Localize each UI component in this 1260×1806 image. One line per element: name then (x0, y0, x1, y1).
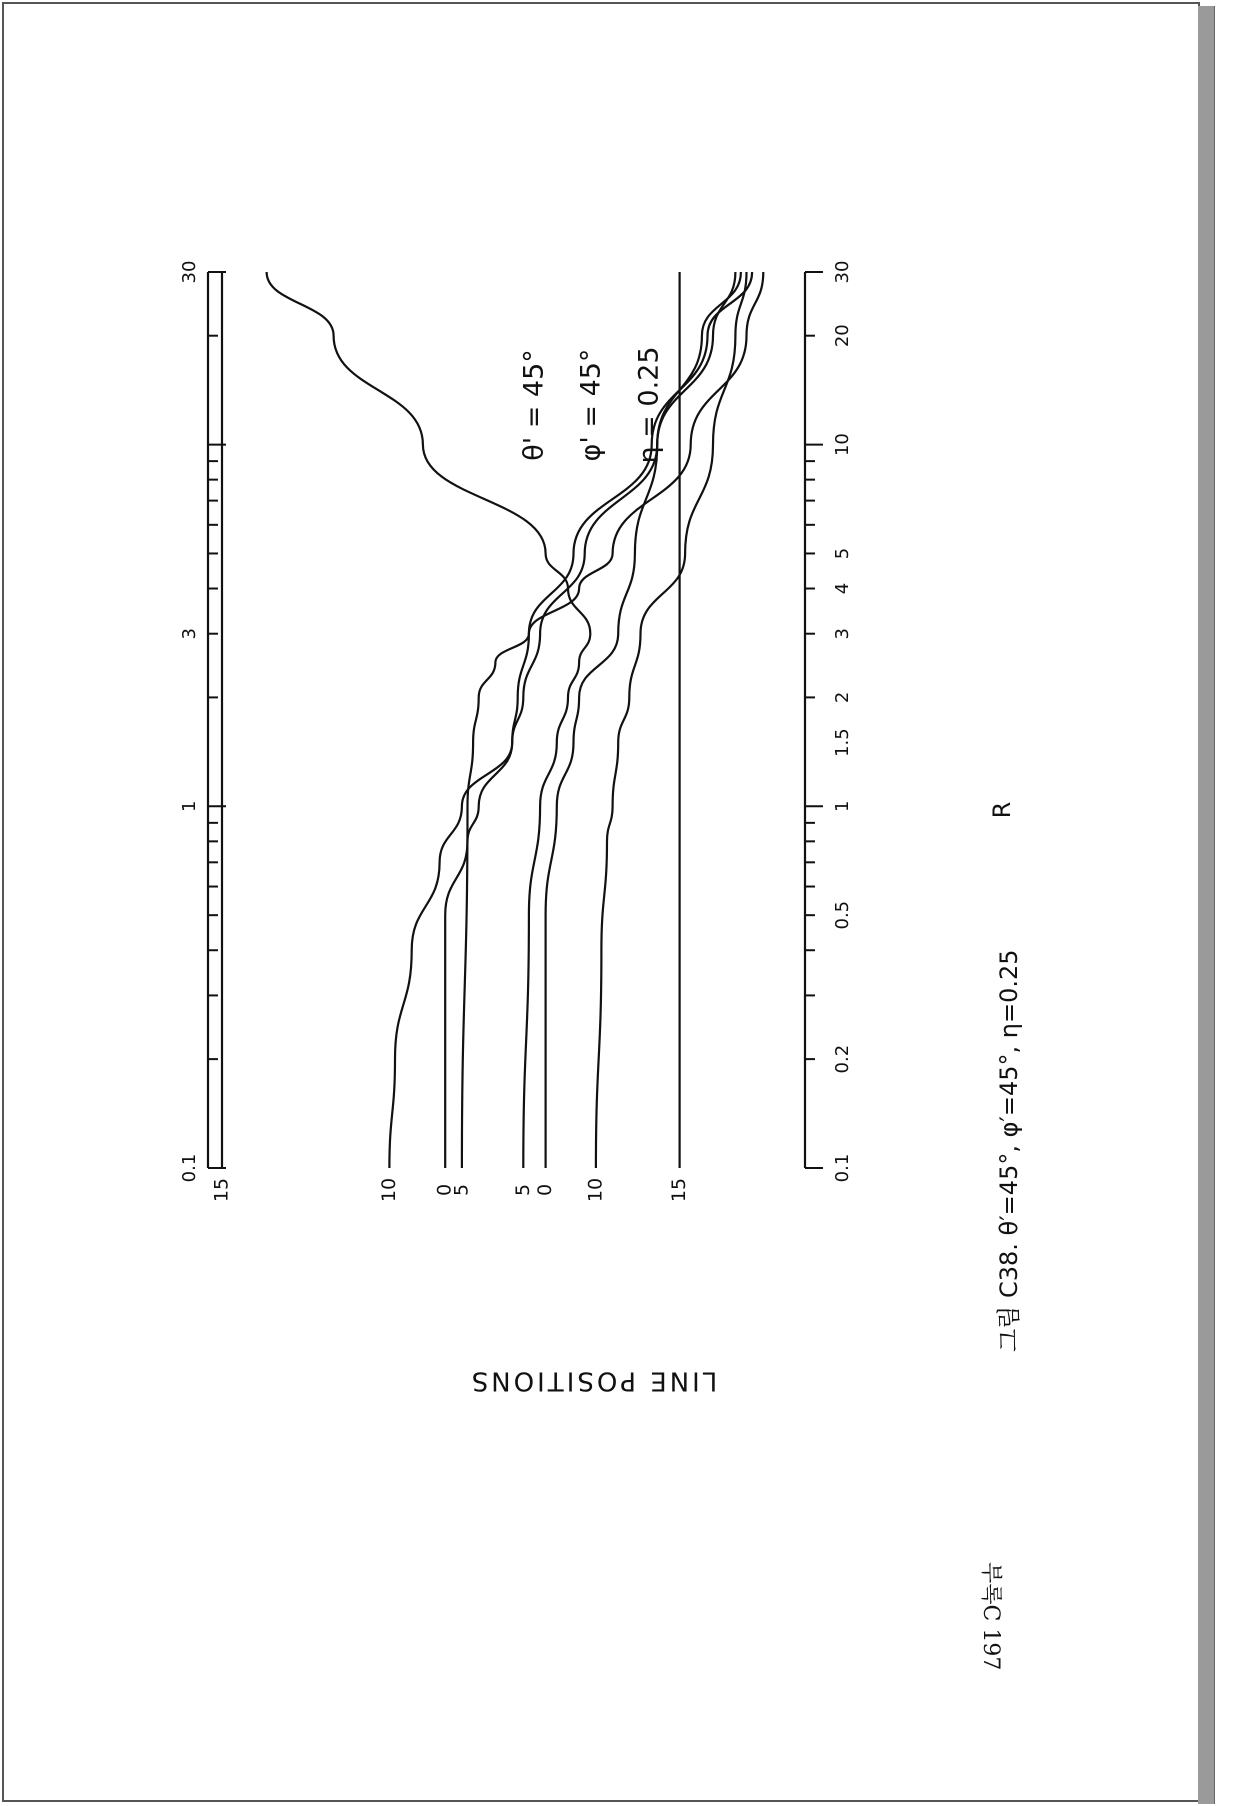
r-tick-label: 10 (832, 433, 853, 457)
r-tick-label: 0.5 (832, 900, 853, 930)
top-r-tick-label: 1 (179, 800, 200, 813)
r-tick-label: 1.5 (832, 728, 853, 757)
top-r-tick-label: 0.1 (179, 1153, 200, 1183)
r-tick-label: 2 (832, 691, 853, 704)
series-start-label: 0 (534, 1183, 557, 1197)
series-start-label: 10 (584, 1177, 607, 1203)
series-start-label: 0 (433, 1183, 456, 1197)
r-tick-label: 4 (832, 582, 853, 595)
series-start-label: 10 (377, 1177, 400, 1203)
parameter-annotation: φ' = 45° (575, 348, 607, 462)
parameter-annotation: θ' = 45° (518, 349, 550, 461)
top-r-tick-label: 3 (179, 627, 200, 640)
top-r-tick-label: 30 (179, 260, 200, 284)
footer-text: 부록C 197 (978, 1562, 1003, 1671)
page-footer (978, 1562, 1012, 1692)
r-tick-label: 0.1 (832, 1153, 853, 1183)
r-tick-label: 1 (832, 800, 853, 813)
r-tick-label: 30 (832, 260, 853, 284)
series-start-label: 5 (511, 1183, 534, 1197)
y-axis-title: LINE POSITIONS (468, 1365, 718, 1396)
parameter-annotation: η = 0.25 (633, 346, 665, 464)
r-tick-label: 5 (832, 547, 853, 560)
series-start-label: 15 (210, 1177, 233, 1203)
x-axis-title: R (988, 801, 1016, 819)
figure-caption: 그림 C38. θ′=45°, φ′=45°, η=0.25 (995, 949, 1023, 1352)
r-tick-label: 3 (832, 627, 853, 640)
series-start-label: 15 (668, 1177, 691, 1203)
series-start-label: 5 (450, 1183, 473, 1197)
r-tick-label: 20 (832, 324, 853, 348)
r-tick-label: 0.2 (832, 1044, 853, 1074)
